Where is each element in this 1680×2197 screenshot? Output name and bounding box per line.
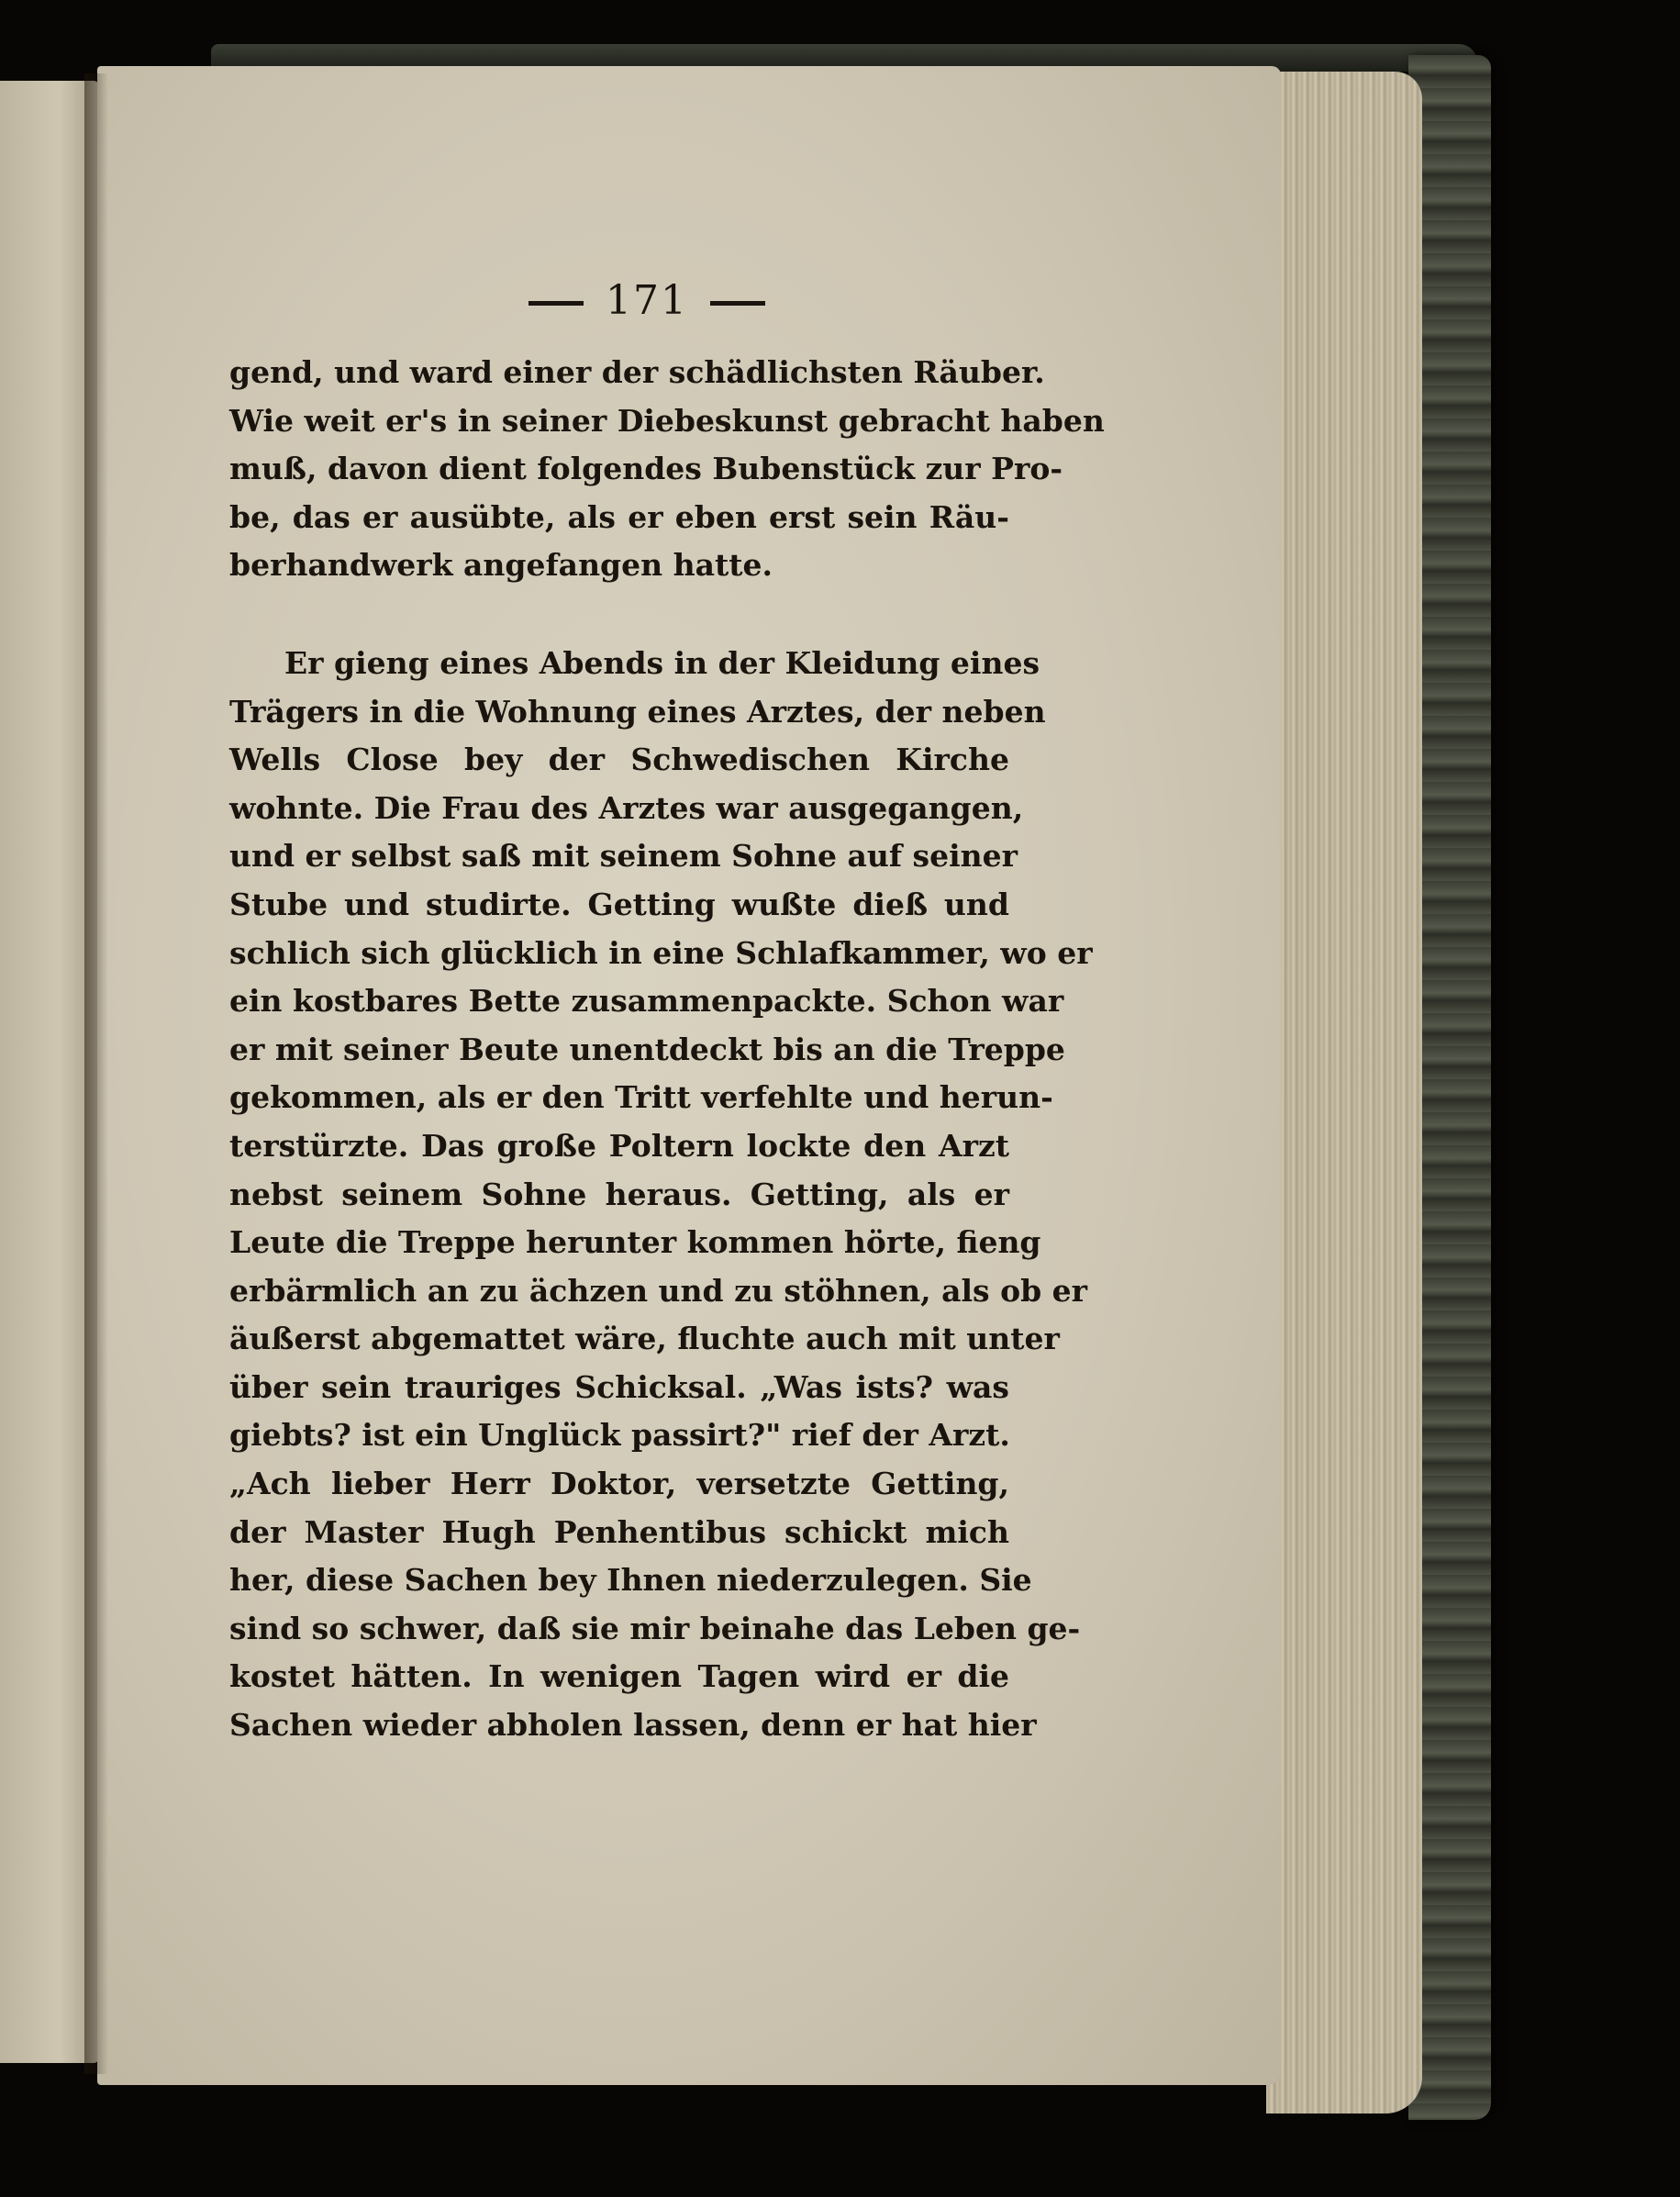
header-dash-left (528, 301, 584, 306)
text-line: äußerst abgemattet wäre, fluchte auch mit unter (229, 1321, 1060, 1357)
text-line: ein kostbares Bette zusammenpackte. Schon war (229, 983, 1064, 1020)
text-line: Wells Close bey der Schwedischen Kirche (229, 742, 1009, 778)
text-line: Stube und studirte. Getting wußte dieß und (229, 886, 1009, 922)
text-line: gekommen, als er den Tritt verfehlte und herun- (229, 1079, 1053, 1116)
text-line: terstürzte. Das große Poltern lockte den Arzt (229, 1127, 1009, 1164)
text-line: erbärmlich an zu ächzen und zu stöhnen, als ob er (229, 1272, 1088, 1309)
text-line: kostet hätten. In wenigen Tagen wird er die (229, 1658, 1009, 1695)
paragraph-1 (229, 349, 1105, 590)
page-text-block (229, 273, 1105, 1750)
paragraph-2 (229, 640, 1093, 1750)
page-fore-edge (1266, 72, 1422, 2113)
text-line: be, das er ausübte, als er eben erst sein Räu- (229, 498, 1009, 535)
text-line: berhandwerk angefangen hatte. (229, 547, 773, 584)
text-line: Leute die Treppe herunter kommen hörte, fieng (229, 1224, 1041, 1261)
header-dash-right (710, 301, 765, 306)
page-number: 171 (606, 277, 688, 324)
text-line: her, diese Sachen bey Ihnen niederzulegen. Sie (229, 1562, 1032, 1599)
text-line: schlich sich glücklich in eine Schlafkammer, wo er (229, 934, 1093, 971)
text-line: giebts? ist ein Unglück passirt?" rief der Arzt. (229, 1417, 1010, 1454)
text-line: Sachen wieder abholen lassen, denn er hat hier (229, 1707, 1037, 1744)
text-line: der Master Hugh Penhentibus schickt mich (229, 1513, 1009, 1550)
text-line: Er gieng eines Abends in der Kleidung eines (284, 644, 1040, 681)
paragraph-gap (229, 590, 1009, 640)
text-line: wohnte. Die Frau des Arztes war ausgegangen, (229, 789, 1024, 826)
text-line: Wie weit er's in seiner Diebeskunst gebracht haben (229, 402, 1105, 439)
text-line: und er selbst saß mit seinem Sohne auf seiner (229, 838, 1018, 875)
text-line: sind so schwer, daß sie mir beinahe das Leben ge- (229, 1610, 1081, 1646)
page-header (284, 273, 1009, 329)
gutter-shadow (84, 73, 108, 2074)
text-line: muß, davon dient folgendes Bubenstück zur Pro- (229, 451, 1063, 487)
text-line: über sein trauriges Schicksal. „Was ists? was (229, 1368, 1009, 1405)
text-line: er mit seiner Beute unentdeckt bis an die Treppe (229, 1031, 1065, 1067)
text-line: „Ach lieber Herr Doktor, versetzte Getting, (229, 1466, 1009, 1502)
text-line: Trägers in die Wohnung eines Arztes, der neben (229, 693, 1046, 730)
text-line: nebst seinem Sohne heraus. Getting, als er (229, 1176, 1009, 1212)
text-line: gend, und ward einer der schädlichsten Räuber. (229, 354, 1045, 390)
